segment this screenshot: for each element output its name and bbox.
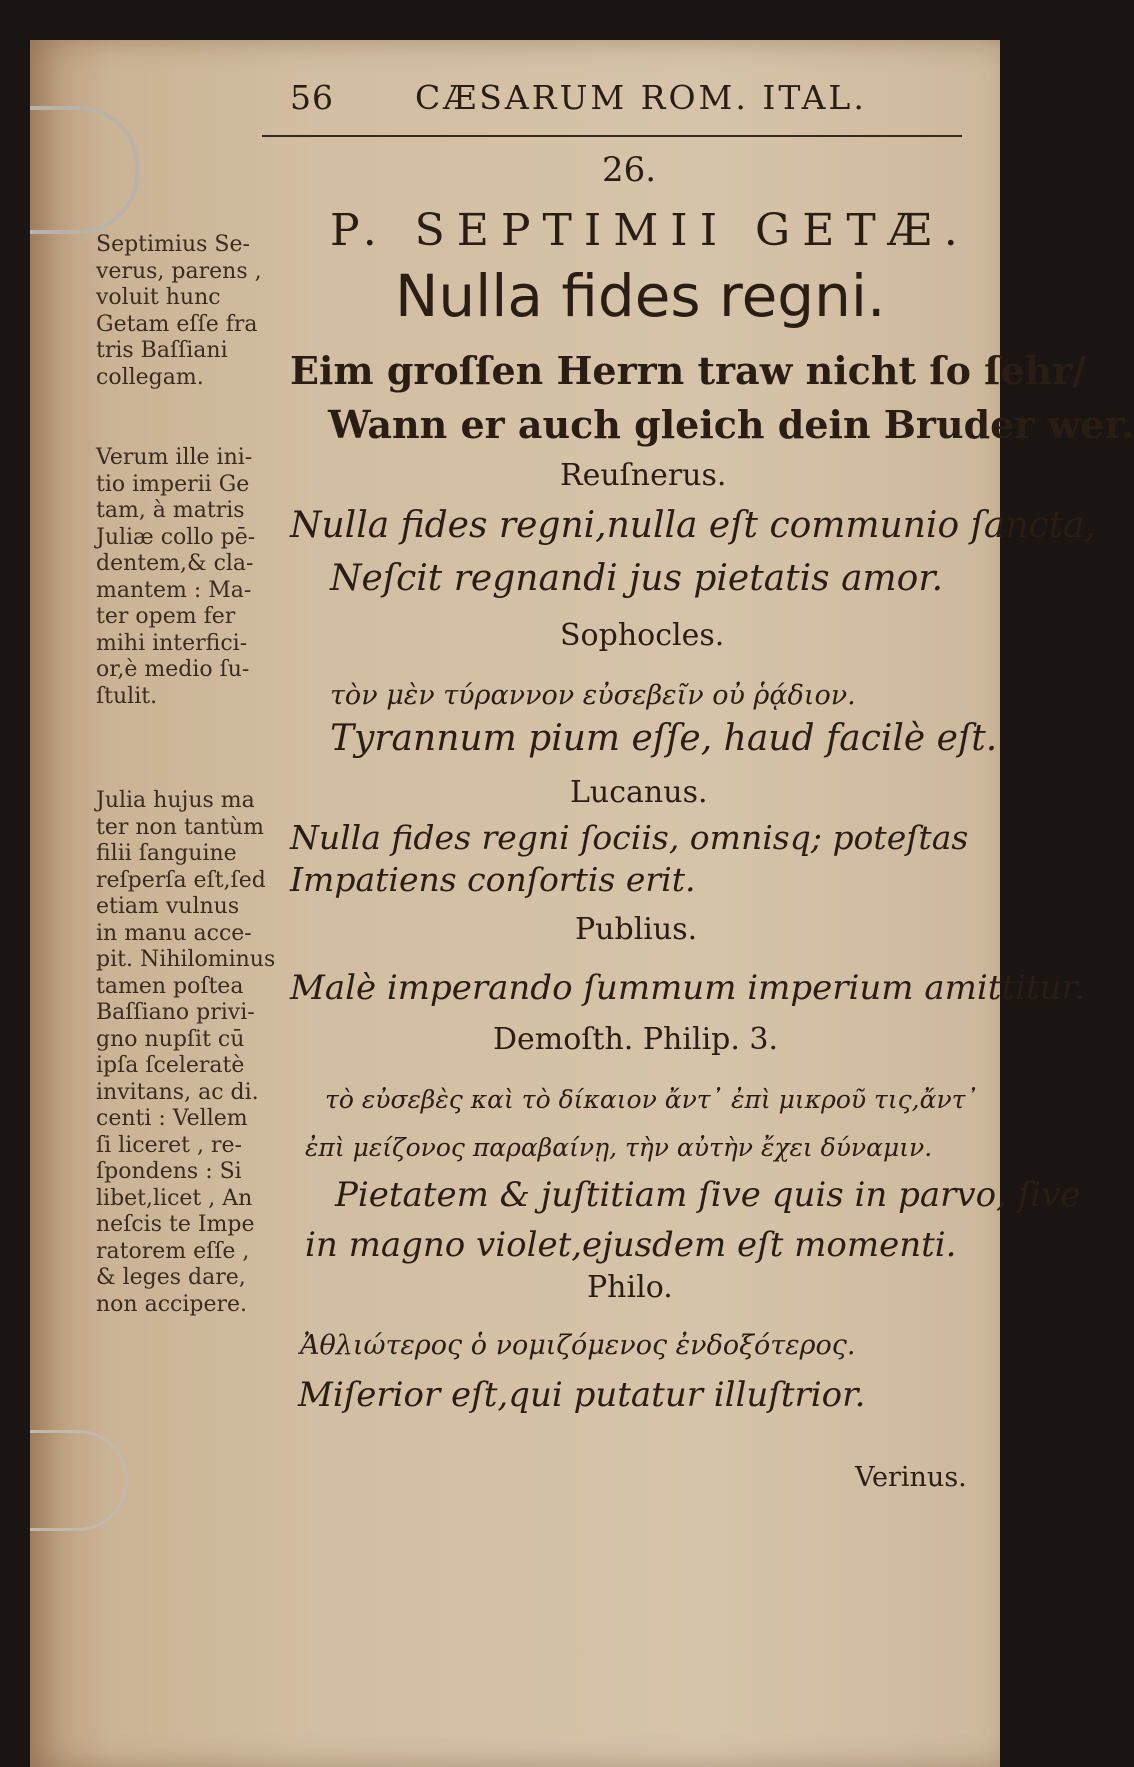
margin-line: dentem,& cla-	[96, 551, 254, 576]
lucanus-line-1: Nulla fides regni ſociis, omnisq; poteſtas	[290, 818, 969, 857]
margin-line: non accipere.	[96, 1291, 248, 1317]
catchword: Verinus.	[855, 1462, 967, 1493]
lucanus-name: Lucanus.	[570, 775, 708, 810]
page-number: 56	[290, 78, 334, 117]
german-line-2: Wann er auch gleich dein Bruder wer.	[328, 402, 1134, 447]
margin-line: & leges dare,	[96, 1265, 246, 1290]
margin-line: voluit hunc	[96, 285, 221, 310]
philo-latin: Miſerior eſt,qui putatur illuſtrior.	[298, 1375, 866, 1415]
margin-line: tio imperii Ge	[96, 471, 250, 497]
margin-line: ter non tantùm	[96, 814, 264, 840]
margin-line: gno nupſit cū	[96, 1026, 245, 1052]
margin-line: Juliæ collo pē-	[96, 524, 256, 550]
margin-line: reſperſa eſt,ſed	[96, 867, 266, 893]
demosthenes-greek-2: ἐπὶ μείζονος παραβαίνῃ, τὴν αὐτὴν ἔχει δύναμιν.	[305, 1133, 933, 1162]
philo-name: Philo.	[587, 1270, 673, 1305]
margin-line: or,è medio ſu-	[96, 657, 250, 682]
margin-line: Baſſiano privi-	[96, 1000, 255, 1025]
margin-line: ratorem eſſe ,	[96, 1238, 250, 1264]
margin-note-2	[96, 445, 255, 710]
margin-line: filii ſanguine	[96, 841, 237, 866]
margin-line: ſtulit.	[96, 683, 158, 709]
margin-line: etiam vulnus	[96, 894, 240, 919]
margin-note-3	[96, 788, 275, 1318]
margin-line: mantem : Ma-	[96, 577, 252, 603]
reusnerus-name: Reuſnerus.	[560, 458, 727, 493]
running-title: CÆSARUM ROM. ITAL.	[415, 78, 867, 117]
margin-line: libet,licet , An	[96, 1185, 253, 1211]
lucanus-line-2: Impatiens conſortis erit.	[290, 860, 696, 899]
margin-line: invitans, ac di.	[96, 1079, 259, 1105]
margin-line: tamen poſtea	[96, 973, 244, 999]
margin-line: in manu acce-	[96, 920, 252, 946]
demosthenes-greek-1: τὸ εὐσεβὲς καὶ τὸ δίκαιον ἄντ᾽ ἐπὶ μικροῦ τις,ἄντ᾽	[325, 1085, 979, 1114]
reusnerus-line-2: Neſcit regnandi jus pietatis amor.	[330, 558, 944, 599]
sophocles-name: Sophocles.	[560, 618, 725, 653]
margin-line: Verum ille ini-	[96, 445, 253, 470]
margin-line: ter opem fer	[96, 604, 236, 629]
philo-greek: Ἀθλιώτερος ὁ νομιζόμενος ἐνδοξότερος.	[300, 1330, 856, 1361]
margin-line: verus, parens ,	[96, 258, 262, 284]
chapter-title: P. SEPTIMII GETÆ.	[330, 205, 970, 256]
margin-line: centi : Vellem	[96, 1106, 248, 1131]
publius-line: Malè imperando ſummum imperium amittitur.	[290, 968, 1085, 1008]
margin-line: collegam.	[96, 364, 204, 390]
margin-line: neſcis te Impe	[96, 1212, 255, 1237]
margin-line: Getam eſſe fra	[96, 311, 258, 337]
margin-line: ſpondens : Si	[96, 1159, 242, 1184]
margin-line: mihi interfici-	[96, 630, 248, 656]
header-rule	[262, 135, 962, 137]
margin-line: tam, à matris	[96, 498, 245, 523]
demosthenes-latin-1: Pietatem & juſtitiam ſive quis in parvo, ſive	[335, 1175, 1081, 1215]
reusnerus-line-1: Nulla fides regni,nulla eſt communio ſancta,	[290, 505, 1097, 546]
motto: Nulla fides regni.	[395, 262, 886, 330]
paper-clip-lower	[30, 1430, 128, 1531]
margin-line: Septimius Se-	[96, 232, 250, 257]
sophocles-latin: Tyrannum pium eſſe, haud facilè eſt.	[330, 718, 998, 759]
margin-line: pit. Nihilominus	[96, 947, 276, 972]
paper-clip	[30, 106, 139, 234]
german-line-1: Eim groſſen Herrn traw nicht ſo ſehr/	[290, 348, 1087, 393]
demosthenes-latin-2: in magno violet,ejusdem eſt momenti.	[305, 1225, 957, 1265]
sophocles-greek: τὸν μὲν τύραννον εὐσεβεῖν οὐ ῥᾴδιον.	[330, 680, 856, 711]
margin-line: ſi liceret , re-	[96, 1132, 242, 1158]
section-number: 26.	[602, 150, 657, 190]
margin-line: ipſa ſceleratè	[96, 1053, 245, 1078]
margin-line: Julia hujus ma	[96, 788, 255, 813]
margin-note-1	[96, 232, 262, 391]
publius-name: Publius.	[575, 912, 698, 947]
margin-line: tris Baſſiani	[96, 338, 228, 363]
demosthenes-name: Demoſth. Philip. 3.	[493, 1022, 779, 1057]
